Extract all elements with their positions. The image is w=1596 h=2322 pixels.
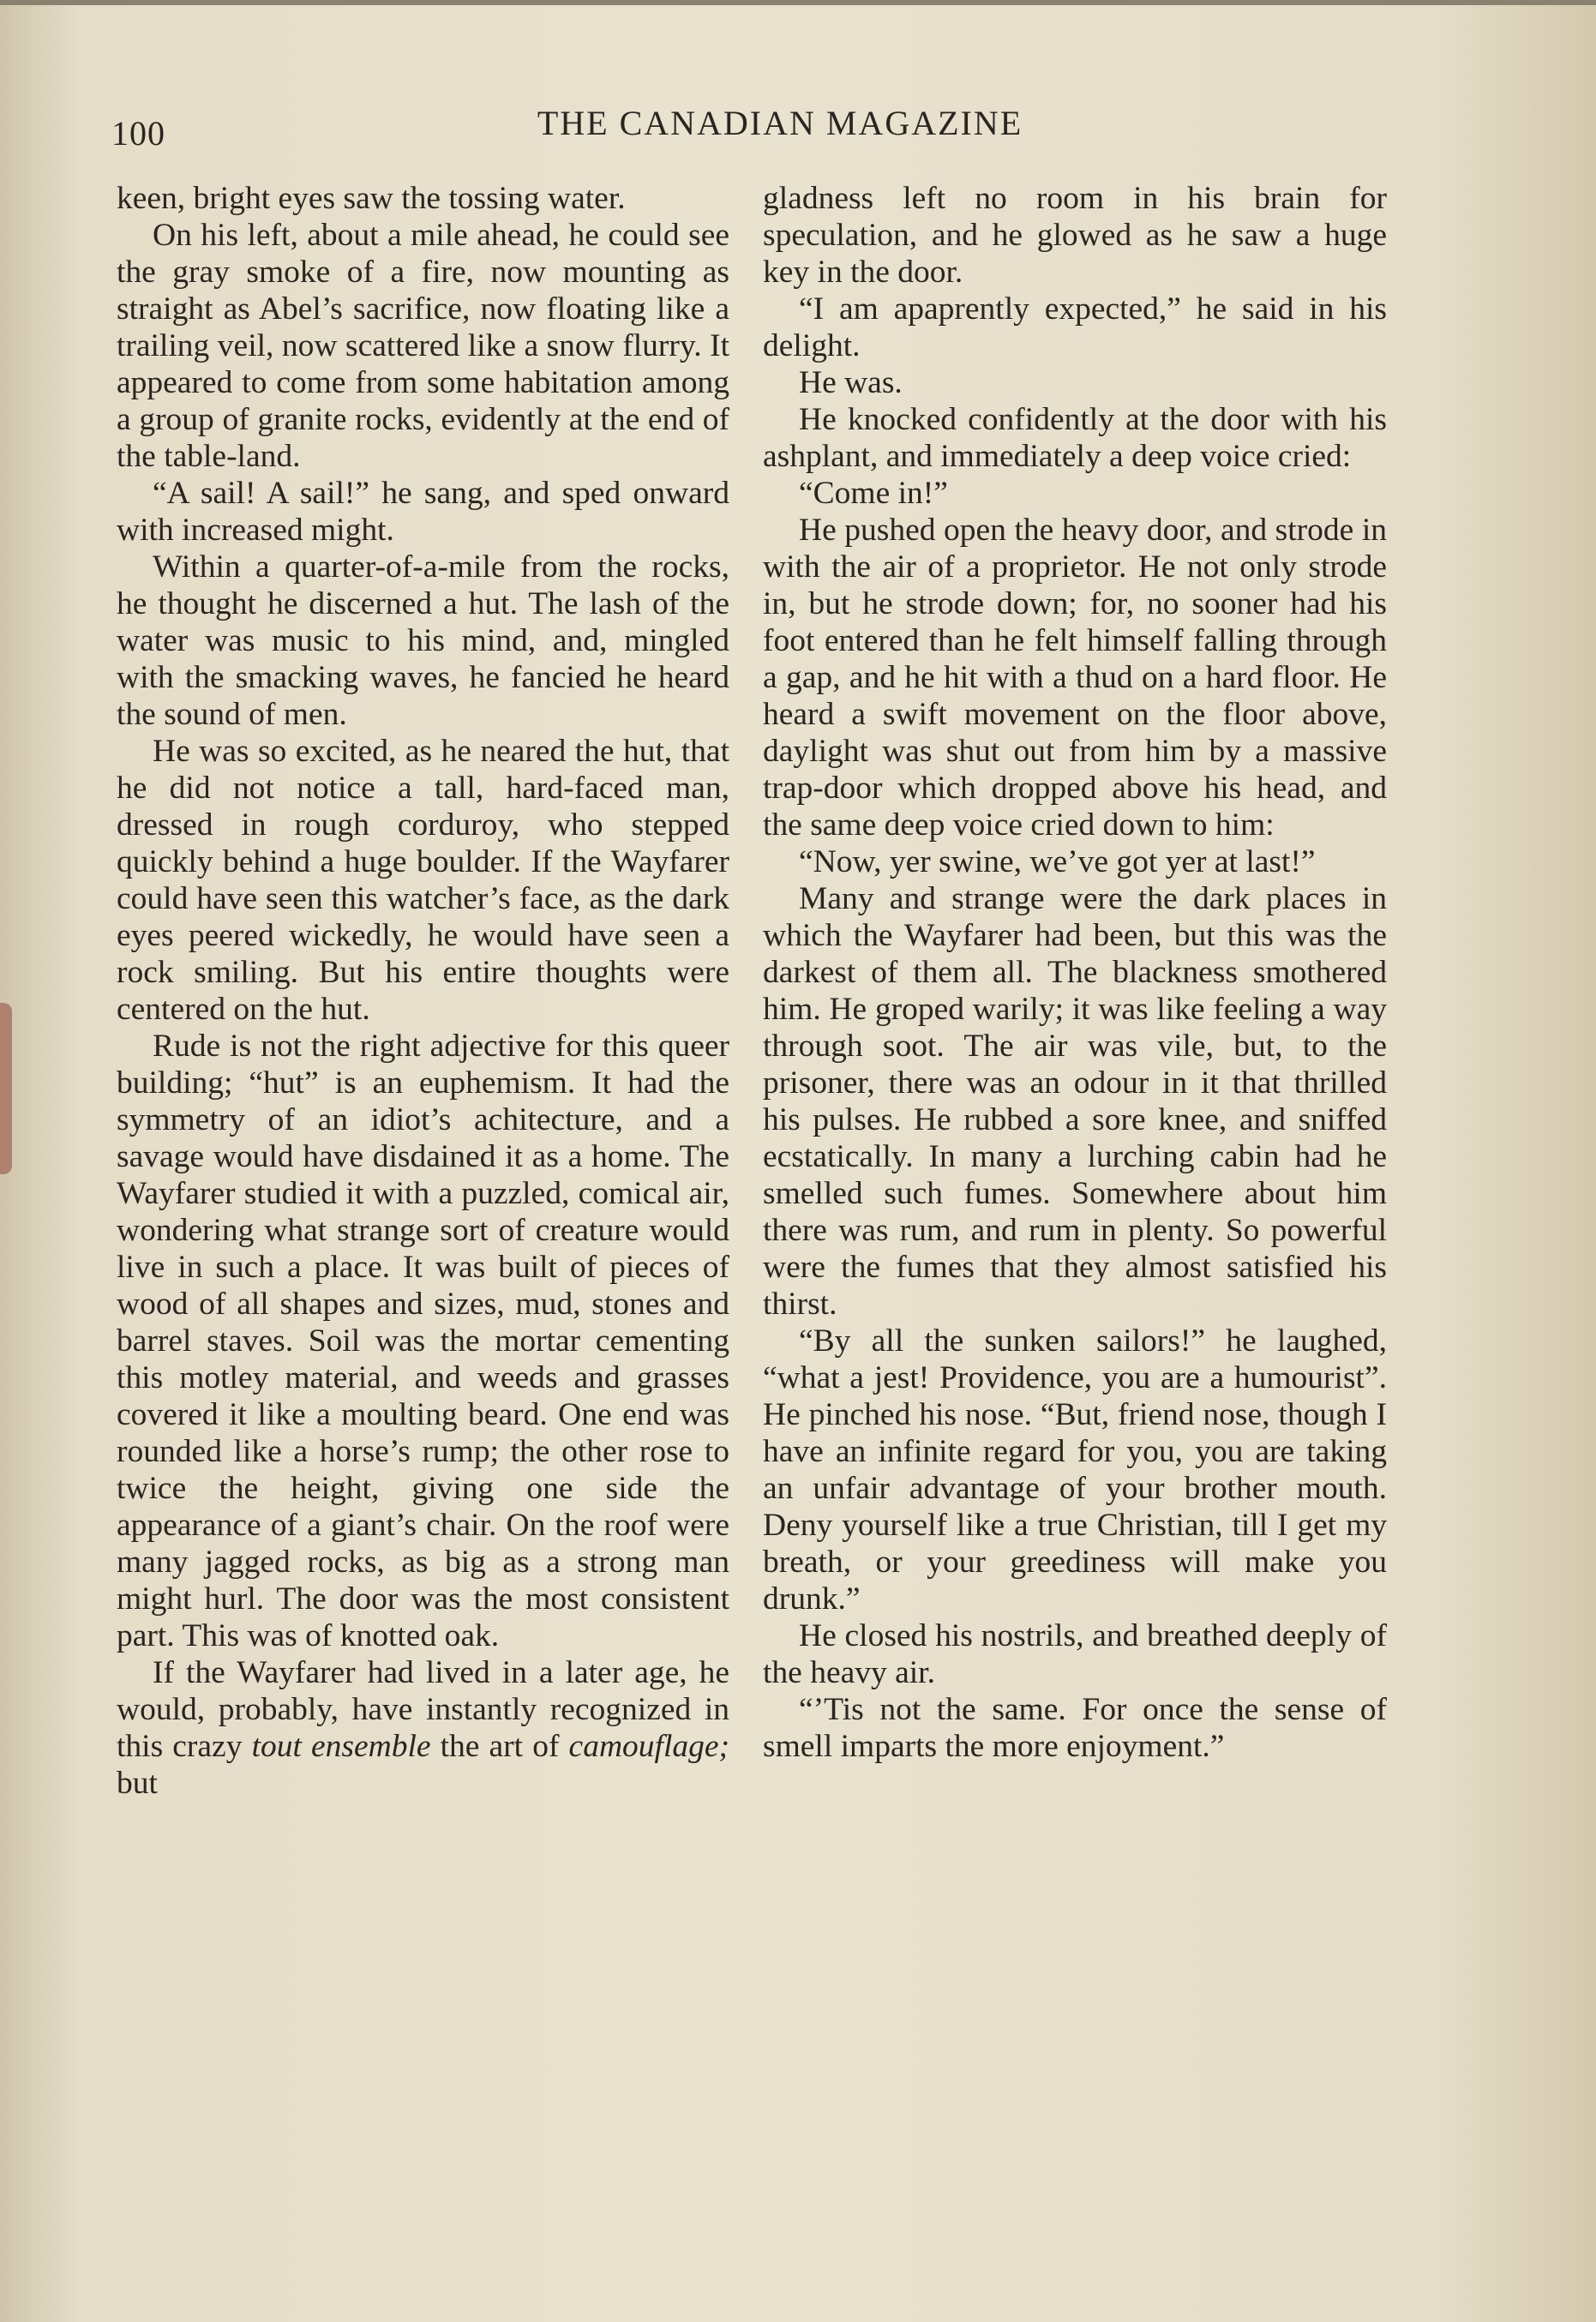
page-number: 100 <box>111 114 165 153</box>
paragraph: Within a quarter-of-a-mile from the rocks, he thought he discerned a hut. The lash of the water was music to his mind, and, mingled with the smacking waves, he fancied he heard the sound of men. <box>117 549 729 732</box>
paragraph: “Come in!” <box>799 476 948 511</box>
left-column <box>117 180 729 1802</box>
paragraph: “A sail! A sail!” he sang, and sped onward with increased might. <box>117 476 729 548</box>
paragraph: keen, bright eyes saw the tossing water. <box>117 181 626 216</box>
italic-text: tout ensemble <box>251 1729 431 1764</box>
text-run: If the Wayfarer had lived in a later age, he would, probably, have instantly recognized in this crazy <box>117 1655 729 1764</box>
text-run: the art of <box>430 1729 569 1764</box>
paragraph: On his left, about a mile ahead, he could see the gray smoke of a fire, now mounting as straight as Abel’s sacrifice, now floating like a trailing veil, now scattered like a snow flurry. It appeared to come from some habitation among a group of granite rocks, evidently at the end of the table-land. <box>117 218 729 474</box>
page-header <box>111 103 1449 163</box>
page-edge-mark <box>0 1003 12 1174</box>
top-edge-line <box>0 0 1596 5</box>
italic-text: camouflage; <box>568 1729 729 1764</box>
running-title: THE CANADIAN MAGAZINE <box>537 104 1023 142</box>
paragraph: “By all the sunken sailors!” he laughed, “what a jest! Providence, you are a humourist”. He pinched his nose. “But, friend nose, though I have an infinite regard for you, you are taking an unfair advantage of your brother mouth. Deny yourself like a true Christian, till I get my breath, or your greediness will make you drunk.” <box>763 1323 1387 1617</box>
paragraph: Rude is not the right adjective for this queer building; “hut” is an euphemism. It had the symmetry of an idiot’s achitecture, and a savage would have disdained it as a home. The Wayfarer studied it with a puzzled, comical air, wondering what strange sort of creature would live in such a place. It was built of pieces of wood of all shapes and sizes, mud, stones and barrel staves. Soil was the mortar cementing this motley material, and weeds and grasses covered it like a moulting beard. One end was rounded like a horse’s rump; the other rose to twice the height, giving one side the appearance of a giant’s chair. On the roof were many jagged rocks, as big as a strong man might hurl. The door was the most consistent part. This was of knotted oak. <box>117 1029 729 1653</box>
text-run: but <box>117 1766 158 1801</box>
right-column <box>763 180 1387 1765</box>
paragraph: “Now, yer swine, we’ve got yer at last!” <box>799 844 1316 879</box>
paragraph: Many and strange were the dark places in which the Wayfarer had been, but this was the darkest of them all. The blackness smothered him. He groped warily; it was like feeling a way through soot. The air was vile, but, to the prisoner, there was an odour in it that thrilled his pulses. He rubbed a sore knee, and sniffed ecstatically. In many a lurching cabin had he smelled such fumes. Somewhere about him there was rum, and rum in plenty. So powerful were the fumes that they almost satisfied his thirst. <box>763 881 1387 1322</box>
paragraph: He was so excited, as he neared the hut, that he did not notice a tall, hard-faced man, dressed in rough corduroy, who stepped quickly behind a huge boulder. If the Wayfarer could have seen this watcher’s face, as the dark eyes peered wickedly, he would have seen a rock smiling. But his entire thoughts were centered on the hut. <box>117 734 729 1027</box>
paragraph-last <box>117 1654 729 1802</box>
paragraph: “’Tis not the same. For once the sense of smell imparts the more enjoyment.” <box>763 1692 1387 1764</box>
paragraph: He knocked confidently at the door with his ashplant, and immediately a deep voice cried: <box>763 402 1387 474</box>
paragraph: He was. <box>799 365 903 400</box>
paragraph: He closed his nostrils, and breathed deeply of the heavy air. <box>763 1618 1387 1690</box>
paragraph: gladness left no room in his brain for speculation, and he glowed as he saw a huge key in the door. <box>763 181 1387 290</box>
paragraph: He pushed open the heavy door, and strode in with the air of a proprietor. He not only strode in, but he strode down; for, no sooner had his foot entered than he felt himself falling through a gap, and he hit with a thud on a hard floor. He heard a swift movement on the floor above, daylight was shut out from him by a massive trap-door which dropped above his head, and the same deep voice cried down to him: <box>763 513 1387 843</box>
paragraph: “I am apaprently expected,” he said in his delight. <box>763 291 1387 363</box>
